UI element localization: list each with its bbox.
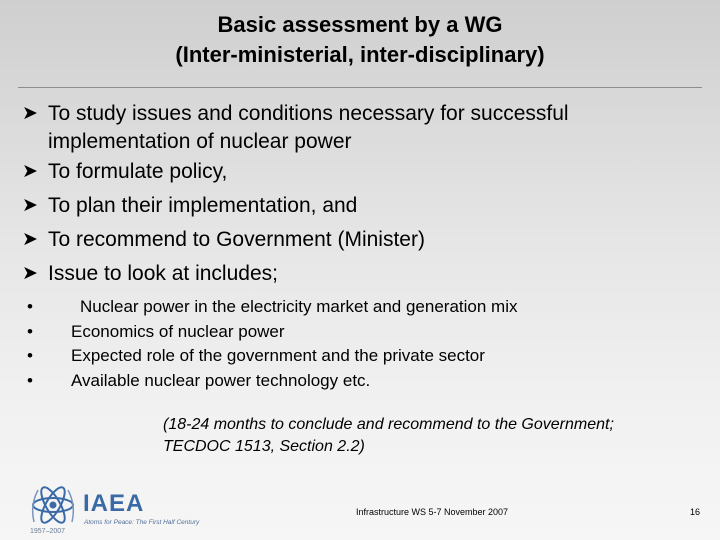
dot-bullet-icon: • [27,321,33,341]
arrow-bullet-icon: ➤ [22,229,38,250]
logo-tagline: Atoms for Peace: The First Half Century [84,519,200,526]
iaea-logo [28,478,228,538]
dot-bullet-icon: • [27,370,33,390]
arrow-bullet-icon: ➤ [22,195,38,216]
logo-years: 1957–2007 [30,528,66,535]
main-bullet-list [22,100,702,294]
page-number: 16 [689,507,700,517]
timeline-note [163,414,703,458]
title-line-1: Basic assessment by a WG [217,12,503,37]
logo-wordmark: IAEA [83,490,145,517]
sub-bullet-item: • Economics of nuclear power [27,320,647,345]
note-line-2: TECDOC 1513, Section 2.2) [163,438,365,455]
bullet-item [22,192,702,220]
arrow-bullet-icon: ➤ [22,161,38,182]
bullet-text: To study issues and conditions necessary for successful [48,102,569,125]
title-divider [18,87,702,88]
bullet-text-continued: implementation of nuclear power [48,130,352,153]
sub-bullet-item: • Available nuclear power technology etc. [27,369,647,394]
bullet-item [22,226,702,254]
bullet-text: To recommend to Government (Minister) [48,228,425,251]
dot-bullet-icon: • [27,346,33,365]
arrow-bullet-icon: ➤ [22,103,38,124]
note-line-1: (18-24 months to conclude and recommend to the Government; [163,416,614,433]
title-line-2: (Inter-ministerial, inter-disciplinary) [175,42,545,67]
bullet-item [22,100,702,156]
atom-emblem-icon [28,482,78,528]
sub-bullet-list [27,295,647,393]
arrow-bullet-icon: ➤ [22,263,38,284]
sub-bullet-item: • Nuclear power in the electricity market and generation mix [27,295,647,320]
sub-bullet-item: • Expected role of the government and the private sector [27,344,647,369]
bullet-text: Issue to look at includes; [48,262,278,285]
footer-text: Infrastructure WS 5-7 November 2007 [356,507,509,517]
bullet-text: To plan their implementation, and [48,194,358,217]
bullet-text: To formulate policy, [48,160,228,183]
bullet-item [22,260,702,288]
dot-bullet-icon: • [27,297,33,316]
slide-title [0,10,720,70]
bullet-item [22,158,702,186]
